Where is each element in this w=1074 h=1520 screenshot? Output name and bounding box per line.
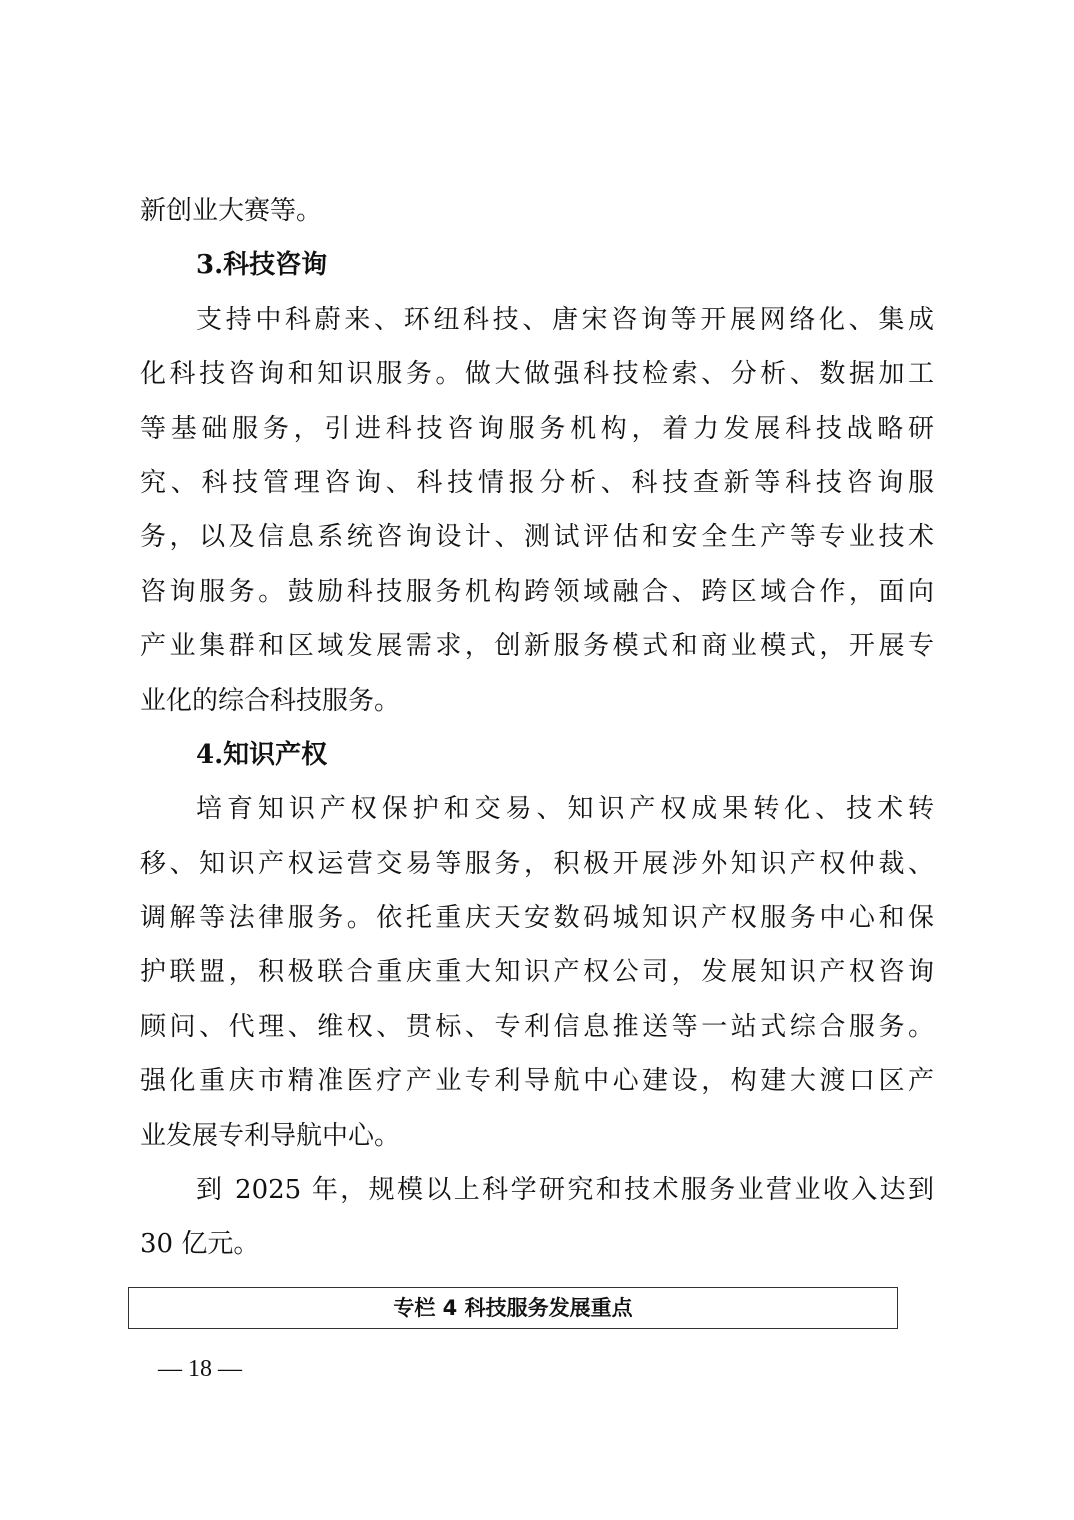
column-box-title [128,1287,898,1329]
body-text [140,184,934,1272]
text-line: 业发展专利导航中心。 [140,1120,401,1151]
text-line: 等基础服务，引进科技咨询服务机构，着力发展科技战略研 [140,413,934,444]
page-number: — 18 — [158,1356,242,1382]
text-line: 咨询服务。鼓励科技服务机构跨领域融合、跨区域合作，面向 [140,576,934,607]
section-heading: 4.知识产权 [196,739,328,770]
text-line: 业化的综合科技服务。 [140,685,401,716]
text-line: 化科技咨询和知识服务。做大做强科技检索、分析、数据加工 [140,359,934,390]
text-line: 到 2025 年，规模以上科学研究和技术服务业营业收入达到 [196,1175,934,1206]
section-heading: 3.科技咨询 [196,250,328,281]
text-line: 移、知识产权运营交易等服务，积极开展涉外知识产权仲裁、 [140,848,934,879]
text-line: 务，以及信息系统咨询设计、测试评估和安全生产等专业技术 [140,522,934,553]
text-line: 顾问、代理、维权、贯标、专利信息推送等一站式综合服务。 [140,1011,934,1042]
column-title: 专栏 4 科技服务发展重点 [393,1296,633,1320]
text-line: 强化重庆市精准医疗产业专利导航中心建设，构建大渡口区产 [140,1066,934,1097]
text-line: 支持中科蔚来、环纽科技、唐宋咨询等开展网络化、集成 [196,304,934,335]
text-line: 护联盟，积极联合重庆重大知识产权公司，发展知识产权咨询 [140,957,934,988]
text-line: 30 亿元。 [140,1229,260,1260]
text-line: 调解等法律服务。依托重庆天安数码城知识产权服务中心和保 [140,903,934,934]
text-line: 究、科技管理咨询、科技情报分析、科技查新等科技咨询服 [140,467,934,498]
text-line: 培育知识产权保护和交易、知识产权成果转化、技术转 [196,794,934,825]
text-line: 新创业大赛等。 [140,196,323,226]
text-line: 产业集群和区域发展需求，创新服务模式和商业模式，开展专 [140,631,934,662]
